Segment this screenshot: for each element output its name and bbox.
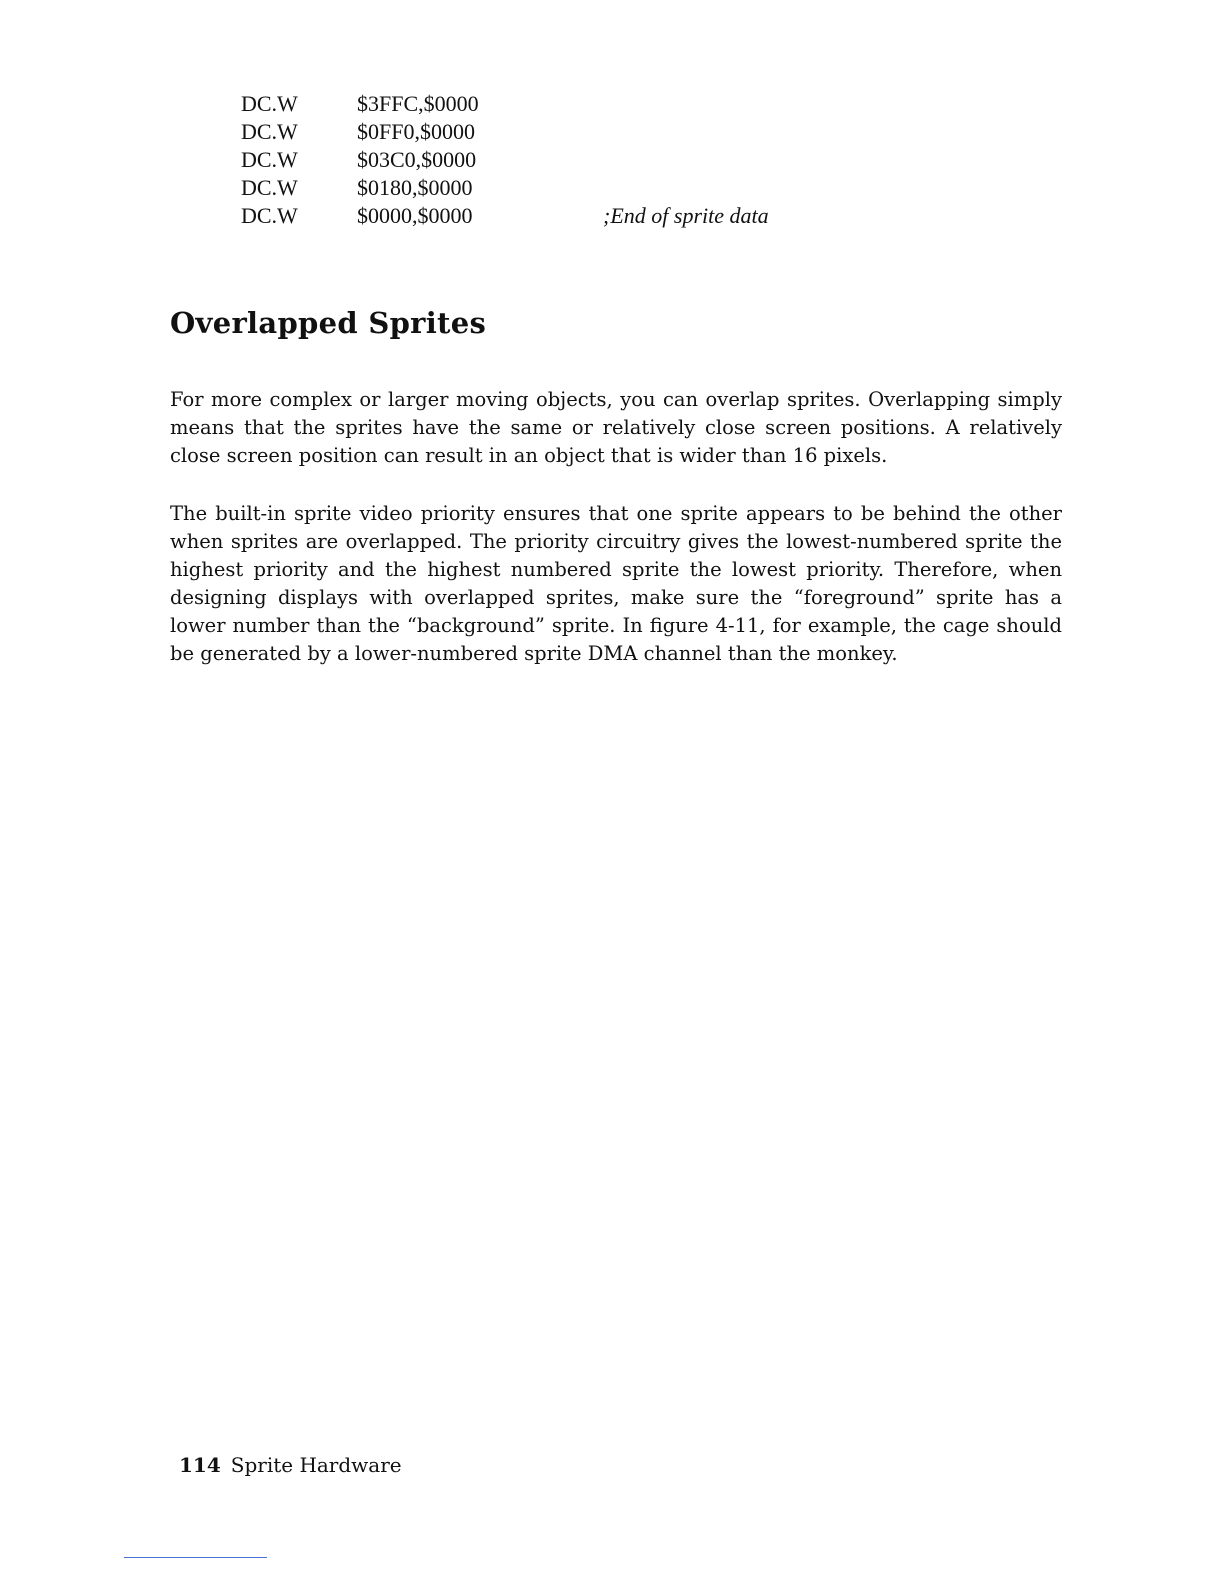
- code-operand: $0000,$0000: [357, 203, 473, 228]
- page-footer: [179, 1453, 402, 1477]
- body-paragraph: The built-in sprite video priority ensures that one sprite appears to be behind the other when sprites are overlapped. The priority circuitry gives the lowest-numbered sprite the highest priority and the highest numbered sprite the lowest priority. Therefore, when designing displays with overlapped sprites, make sure the “foreground” sprite has a lower number than the “background” sprite. In figure 4-11, for example, the cage should be generated by a lower-numbered sprite DMA channel than the monkey.: [170, 502, 1062, 665]
- code-operand: $3FFC,$0000: [357, 91, 479, 116]
- page-number: 114: [179, 1453, 221, 1477]
- divider: [124, 1557, 267, 1558]
- chapter-title: Sprite Hardware: [230, 1453, 402, 1477]
- code-operand: $0FF0,$0000: [357, 119, 475, 144]
- code-listing: [241, 90, 861, 230]
- code-directive: DC.W: [241, 91, 298, 116]
- code-directive: DC.W: [241, 119, 298, 144]
- body-paragraph: For more complex or larger moving objects, you can overlap sprites. Overlapping simply means that the sprites have the same or relatively close screen positions. A relatively close screen position can result in an object that is wider than 16 pixels.: [170, 388, 1062, 467]
- code-directive: DC.W: [241, 175, 298, 200]
- code-line: [241, 174, 861, 202]
- code-directive: DC.W: [241, 203, 298, 228]
- code-operand: $0180,$0000: [357, 175, 473, 200]
- code-directive: DC.W: [241, 147, 298, 172]
- section-heading: Overlapped Sprites: [170, 306, 487, 340]
- code-line: [241, 202, 861, 230]
- code-line: [241, 118, 861, 146]
- code-comment: ;End of sprite data: [603, 203, 769, 228]
- code-line: [241, 146, 861, 174]
- code-operand: $03C0,$0000: [357, 147, 477, 172]
- code-line: [241, 90, 861, 118]
